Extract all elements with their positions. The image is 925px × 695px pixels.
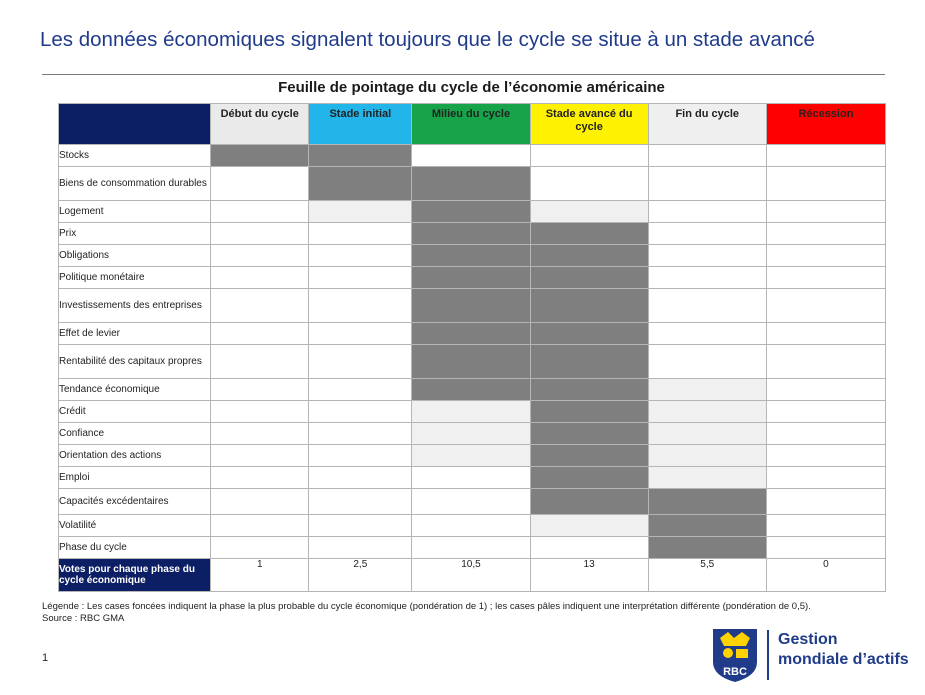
score-cell — [309, 467, 412, 489]
row-label: Investissements des entreprises — [59, 289, 211, 323]
row-label: Capacités excédentaires — [59, 489, 211, 515]
score-cell — [648, 145, 766, 167]
header-corner — [59, 104, 211, 145]
votes-label: Votes pour chaque phase du cycle économique — [59, 559, 211, 592]
page-title: Les données économiques signalent toujours que le cycle se situe à un stade avancé — [40, 28, 815, 51]
score-cell — [412, 289, 530, 323]
table-row — [59, 345, 886, 379]
score-cell — [766, 289, 885, 323]
table-row — [59, 223, 886, 245]
score-cell — [412, 145, 530, 167]
score-cell — [766, 323, 885, 345]
score-cell — [766, 345, 885, 379]
table-row — [59, 489, 886, 515]
score-cell — [530, 245, 648, 267]
score-cell — [211, 537, 309, 559]
score-cell — [530, 537, 648, 559]
table-row — [59, 467, 886, 489]
score-cell — [309, 379, 412, 401]
score-cell — [648, 467, 766, 489]
score-cell — [309, 267, 412, 289]
score-cell — [412, 467, 530, 489]
table-row — [59, 401, 886, 423]
rbc-shield-icon — [710, 626, 760, 684]
score-cell — [412, 223, 530, 245]
score-cell — [412, 379, 530, 401]
score-cell — [412, 245, 530, 267]
brand-line-1: Gestion — [778, 631, 838, 648]
score-cell — [412, 167, 530, 201]
score-cell — [211, 289, 309, 323]
score-cell — [766, 489, 885, 515]
row-label: Logement — [59, 201, 211, 223]
score-cell — [211, 445, 309, 467]
score-cell — [530, 345, 648, 379]
score-cell — [648, 323, 766, 345]
score-cell — [766, 445, 885, 467]
row-label: Obligations — [59, 245, 211, 267]
table-row — [59, 145, 886, 167]
phase-header: Fin du cycle — [648, 104, 766, 145]
score-cell — [530, 145, 648, 167]
score-cell — [530, 323, 648, 345]
score-cell — [530, 289, 648, 323]
score-cell — [766, 467, 885, 489]
score-cell — [309, 167, 412, 201]
score-cell — [648, 515, 766, 537]
score-cell — [211, 167, 309, 201]
score-cell — [309, 323, 412, 345]
source-text: Source : RBC GMA — [42, 613, 125, 624]
logo-divider — [767, 630, 769, 680]
score-cell — [309, 489, 412, 515]
row-label: Volatilité — [59, 515, 211, 537]
row-label: Tendance économique — [59, 379, 211, 401]
phase-header: Début du cycle — [211, 104, 309, 145]
votes-row — [59, 559, 886, 592]
score-cell — [648, 167, 766, 201]
row-label: Effet de levier — [59, 323, 211, 345]
header-row — [59, 104, 886, 145]
score-cell — [530, 467, 648, 489]
score-cell — [648, 201, 766, 223]
vote-value: 5,5 — [648, 559, 766, 592]
score-cell — [530, 201, 648, 223]
score-cell — [648, 379, 766, 401]
score-cell — [309, 537, 412, 559]
vote-value: 10,5 — [412, 559, 530, 592]
score-cell — [766, 145, 885, 167]
vote-value: 0 — [766, 559, 885, 592]
score-cell — [211, 267, 309, 289]
score-cell — [412, 201, 530, 223]
table-row — [59, 423, 886, 445]
row-label: Stocks — [59, 145, 211, 167]
phase-header: Stade initial — [309, 104, 412, 145]
table-row — [59, 379, 886, 401]
score-cell — [211, 515, 309, 537]
score-cell — [309, 223, 412, 245]
table-row — [59, 167, 886, 201]
table-row — [59, 323, 886, 345]
table-body — [59, 145, 886, 592]
score-cell — [648, 345, 766, 379]
score-cell — [211, 379, 309, 401]
brand-name — [778, 630, 909, 670]
table-row — [59, 289, 886, 323]
score-cell — [648, 423, 766, 445]
score-cell — [766, 267, 885, 289]
score-cell — [766, 167, 885, 201]
score-cell — [309, 245, 412, 267]
phase-header: Récession — [766, 104, 885, 145]
score-cell — [648, 289, 766, 323]
row-label: Phase du cycle — [59, 537, 211, 559]
score-cell — [211, 345, 309, 379]
score-cell — [766, 379, 885, 401]
score-cell — [309, 445, 412, 467]
score-cell — [309, 345, 412, 379]
score-cell — [766, 515, 885, 537]
score-cell — [648, 401, 766, 423]
score-cell — [530, 223, 648, 245]
score-cell — [412, 537, 530, 559]
cycle-scorecard-table — [58, 103, 886, 592]
score-cell — [211, 489, 309, 515]
score-cell — [648, 537, 766, 559]
score-cell — [648, 489, 766, 515]
vote-value: 1 — [211, 559, 309, 592]
score-cell — [648, 445, 766, 467]
score-cell — [412, 323, 530, 345]
score-cell — [412, 515, 530, 537]
page-number: 1 — [42, 652, 49, 664]
score-cell — [766, 537, 885, 559]
row-label: Politique monétaire — [59, 267, 211, 289]
table-row — [59, 537, 886, 559]
logo-text: RBC — [723, 666, 747, 678]
vote-value: 2,5 — [309, 559, 412, 592]
score-cell — [309, 401, 412, 423]
score-cell — [530, 379, 648, 401]
score-cell — [530, 267, 648, 289]
score-cell — [412, 489, 530, 515]
table-row — [59, 445, 886, 467]
score-cell — [211, 223, 309, 245]
vote-value: 13 — [530, 559, 648, 592]
score-cell — [309, 423, 412, 445]
row-label: Rentabilité des capitaux propres — [59, 345, 211, 379]
score-cell — [648, 267, 766, 289]
score-cell — [211, 467, 309, 489]
score-cell — [766, 245, 885, 267]
table-row — [59, 515, 886, 537]
score-cell — [211, 245, 309, 267]
score-cell — [412, 401, 530, 423]
score-cell — [530, 515, 648, 537]
score-cell — [530, 489, 648, 515]
score-cell — [412, 267, 530, 289]
brand-line-2: mondiale d’actifs — [778, 651, 909, 668]
score-cell — [211, 145, 309, 167]
score-cell — [211, 401, 309, 423]
score-cell — [211, 323, 309, 345]
row-label: Orientation des actions — [59, 445, 211, 467]
score-cell — [211, 423, 309, 445]
legend-text: Légende : Les cases foncées indiquent la phase la plus probable du cycle économique (pondération de 1) ; les cases pâles indiquent une interprétation différente (pondération de 0,5). — [42, 601, 811, 612]
row-label: Crédit — [59, 401, 211, 423]
table-title: Feuille de pointage du cycle de l’économie américaine — [278, 79, 665, 96]
row-label: Prix — [59, 223, 211, 245]
score-cell — [766, 223, 885, 245]
score-cell — [412, 345, 530, 379]
rbc-logo — [710, 626, 760, 689]
row-label: Confiance — [59, 423, 211, 445]
score-cell — [648, 245, 766, 267]
score-cell — [412, 423, 530, 445]
score-cell — [309, 515, 412, 537]
table-row — [59, 245, 886, 267]
score-cell — [309, 145, 412, 167]
phase-header: Stade avancé du cycle — [530, 104, 648, 145]
score-cell — [766, 423, 885, 445]
title-divider — [42, 74, 885, 75]
score-cell — [766, 401, 885, 423]
score-cell — [530, 401, 648, 423]
score-cell — [530, 167, 648, 201]
row-label: Emploi — [59, 467, 211, 489]
score-cell — [309, 289, 412, 323]
table-row — [59, 267, 886, 289]
row-label: Biens de consommation durables — [59, 167, 211, 201]
legend — [42, 601, 811, 625]
table-row — [59, 201, 886, 223]
phase-header: Milieu du cycle — [412, 104, 530, 145]
score-cell — [211, 201, 309, 223]
score-cell — [309, 201, 412, 223]
score-cell — [530, 445, 648, 467]
score-cell — [530, 423, 648, 445]
score-cell — [766, 201, 885, 223]
score-cell — [412, 445, 530, 467]
score-cell — [648, 223, 766, 245]
